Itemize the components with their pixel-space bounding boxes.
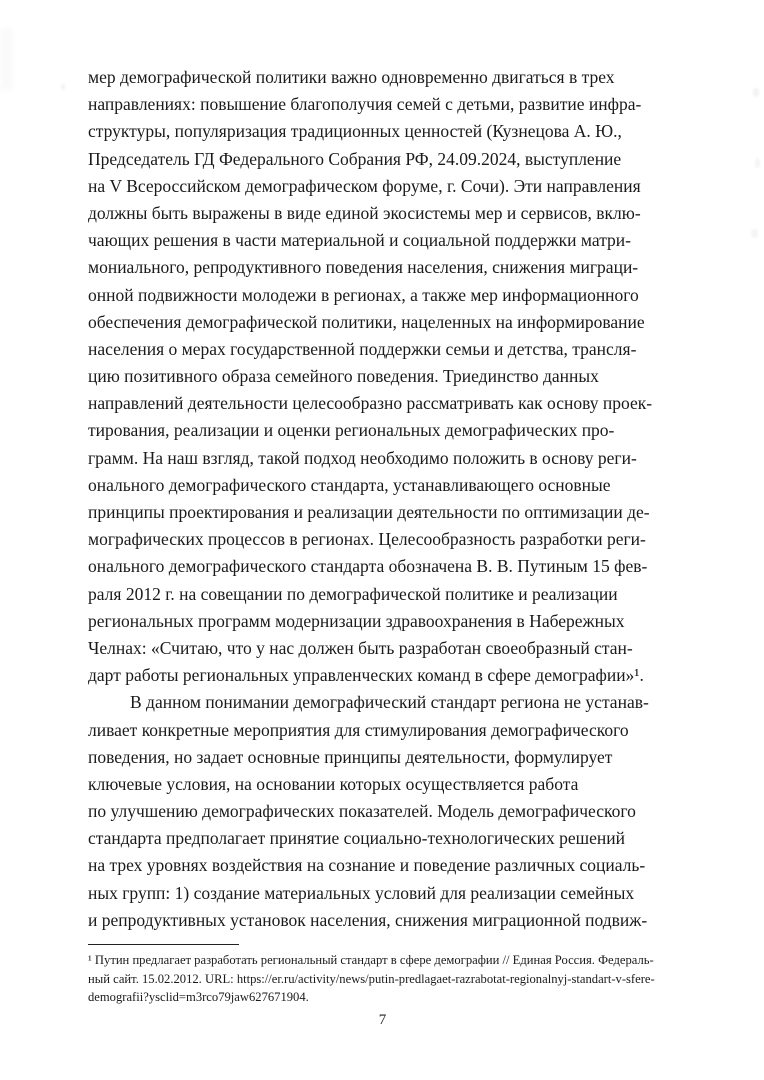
- text-line: онной подвижности молодежи в регионах, а также мер информационного: [88, 284, 639, 305]
- text-line: обеспечения демографической политики, нацеленных на информирование: [88, 311, 645, 332]
- text-line: Челнах: «Считаю, что у нас должен быть разработан своеобразный стан-: [88, 637, 633, 658]
- footnote-line: demografii?ysclid=m3rco79jaw627671904.: [88, 990, 309, 1005]
- text-line: онального демографического стандарта обозначена В. В. Путиным 15 фев-: [88, 556, 648, 577]
- scan-edge-shadow: [0, 28, 13, 90]
- text-line: на V Всероссийском демографическом форуме, г. Сочи). Эти направления: [88, 175, 641, 196]
- paragraph: [88, 951, 677, 1007]
- text-line: Председатель ГД Федерального Собрания РФ, 24.09.2024, выступление: [88, 148, 622, 169]
- text-line: направлений деятельности целесообразно рассматривать как основу проек-: [88, 393, 653, 414]
- paragraph: [88, 64, 677, 689]
- text-line: структуры, популяризация традиционных ценностей (Кузнецова А. Ю.,: [88, 121, 622, 142]
- text-line: стандарта предполагает принятие социально-технологических решений: [88, 828, 625, 849]
- scan-speck: [751, 229, 758, 238]
- text-line: региональных программ модернизации здравоохранения в Набережных: [88, 610, 625, 631]
- text-line: мер демографической политики важно одновременно двигаться в трех: [88, 67, 615, 87]
- scan-speck: [753, 88, 759, 97]
- text-line: тирования, реализации и оценки региональных демографических про-: [88, 420, 615, 441]
- footnote-line: ный сайт. 15.02.2012. URL: https://er.ru/activity/news/putin-predlagaet-razrabotat-regionalnyj-standart-v-sfere-: [88, 971, 655, 986]
- text-line: ключевые условия, на основании которых осуществляется работа: [88, 773, 579, 794]
- text-line: онального демографического стандарта, устанавливающего основные: [88, 474, 611, 495]
- text-line: поведения, но задает основные принципы деятельности, формулирует: [88, 746, 613, 767]
- text-line: населения о мерах государственной поддержки семьи и детства, трансля-: [88, 338, 637, 359]
- scan-speck: [61, 84, 65, 90]
- body-text: [88, 64, 677, 934]
- text-line: мографических процессов в регионах. Целесообразность разработки реги-: [88, 529, 646, 550]
- text-line: цию позитивного образа семейного поведения. Триединство данных: [88, 366, 599, 387]
- footnote-line: ¹ Путин предлагает разработать региональный стандарт в сфере демографии // Единая Россия. Федераль-: [88, 953, 654, 967]
- page-number: 7: [378, 1012, 387, 1028]
- text-line: и репродуктивных установок населения, снижения миграционной подвиж-: [88, 909, 648, 930]
- text-line: раля 2012 г. на совещании по демографической политике и реализации: [88, 583, 618, 604]
- text-line: направлениях: повышение благополучия семей с детьми, развитие инфра-: [88, 94, 642, 115]
- text-line: дарт работы региональных управленческих команд в сфере демографии»¹.: [88, 665, 644, 686]
- scan-speck: [755, 158, 760, 168]
- text-line: на трех уровнях воздействия на сознание и поведение различных социаль-: [88, 855, 646, 876]
- text-line: мониального, репродуктивного поведения населения, снижения миграци-: [88, 257, 639, 278]
- footnote-separator: [88, 944, 239, 945]
- text-line: грамм. На наш взгляд, такой подход необходимо положить в основу реги-: [88, 447, 637, 468]
- paragraph: [88, 689, 677, 934]
- text-line: ливает конкретные мероприятия для стимулирования демографического: [88, 719, 629, 740]
- text-line: по улучшению демографических показателей. Модель демографического: [88, 801, 636, 822]
- text-line: принципы проектирования и реализации деятельности по оптимизации де-: [88, 502, 650, 522]
- text-line: ных групп: 1) создание материальных условий для реализации семейных: [88, 882, 635, 903]
- text-line: чающих решения в части материальной и социальной поддержки матри-: [88, 230, 631, 251]
- text-line: должны быть выражены в виде единой экосистемы мер и сервисов, вклю-: [88, 202, 641, 223]
- footnote: [88, 951, 677, 1007]
- text-line: В данном понимании демографический стандарт региона не устанав-: [130, 692, 649, 713]
